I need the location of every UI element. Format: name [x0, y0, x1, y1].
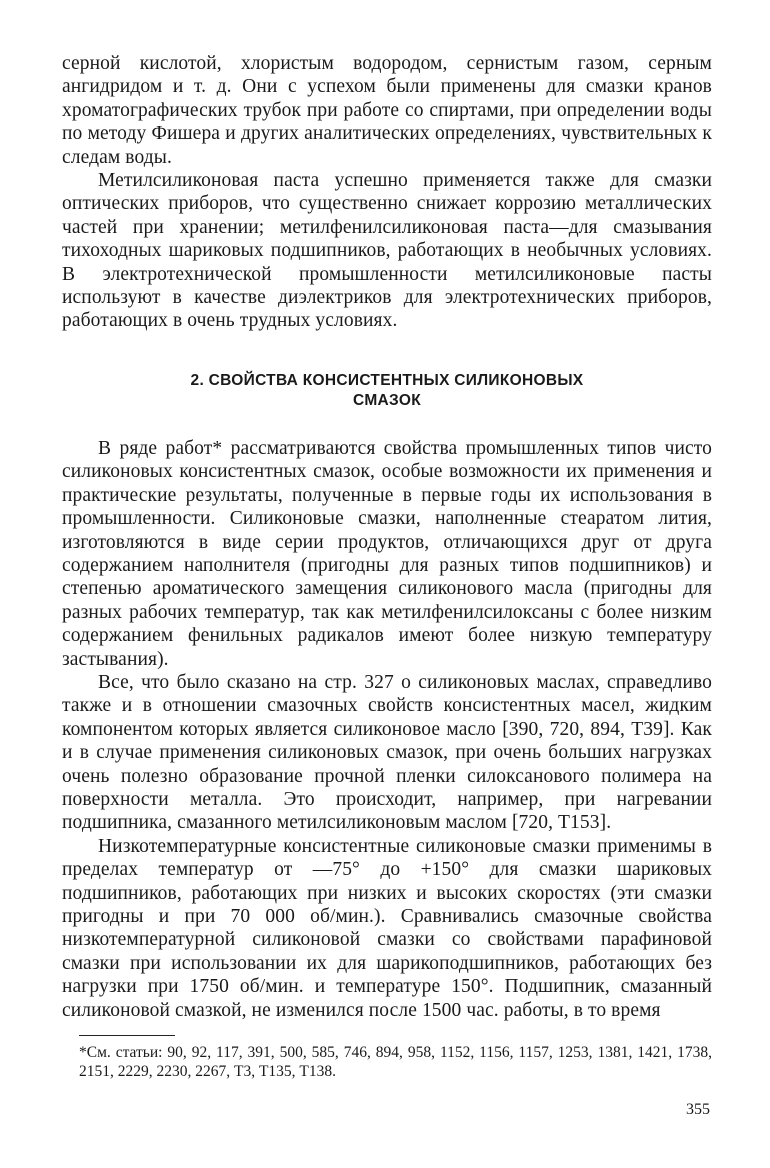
- footnote-rule: [79, 1035, 175, 1036]
- paragraph-4: Все, что было сказано на стр. 327 о силиконовых маслах, справедливо также и в отношении смазочных свойств консистентных масел, жидким компонентом которых является силиконовое масло [390, 720, 894, Т39]. Как и в случае применения силиконовых смазок, при очень больших нагрузках очень полезно образование прочной пленки силоксанового полимера на поверхности металла. Это происходит, например, при нагревании подшипника, смазанного метилсиликоновым маслом [720, Т153].: [62, 671, 712, 834]
- section-heading-line-2: СМАЗОК: [353, 391, 421, 409]
- paragraph-1: серной кислотой, хлористым водородом, сернистым газом, серным ангидридом и т. д. Они с успехом были применены для смазки кранов хроматографических трубок при работе со спиртами, при определении воды по методу Фишера и других аналитических определениях, чувствительных к следам воды.: [62, 53, 712, 168]
- section-heading: [62, 371, 712, 411]
- paragraph-5: Низкотемпературные консистентные силиконовые смазки применимы в пределах температур от —75° до +150° для смазки шариковых подшипников, работающих при низких и высоких скоростях (эти смазки пригодны и при 70 000 об/мин.). Сравнивались смазочные свойства низкотемпературной силиконовой смазки со свойствами парафиновой смазки при использовании их для шарикоподшипников, работающих без нагрузки при 1750 об/мин. и температуре 150°. Подшипник, смазанный силиконовой смазкой, не изменился после 1500 час. работы, в то время: [62, 835, 712, 1021]
- page-number: 355: [686, 1101, 710, 1118]
- paragraph-2: Метилсиликоновая паста успешно применяется также для смазки оптических приборов, что существенно снижает коррозию металлических частей при хранении; метилфенилсиликоновая паста—для смазывания тихоходных шариковых подшипников, работающих в необычных условиях. В электротехнической промышленности метилсиликоновые пасты используют в качестве диэлектриков для электротехнических приборов, работающих в очень трудных условиях.: [62, 170, 712, 332]
- page-body: [62, 52, 712, 1022]
- section-heading-line-1: 2. СВОЙСТВА КОНСИСТЕНТНЫХ СИЛИКОНОВЫХ: [190, 371, 584, 389]
- paragraph-3: В ряде работ* рассматриваются свойства промышленных типов чисто силиконовых консистентных смазок, особые возможности их применения и практические результаты, полученные в первые годы их использования в промышленности. Силиконовые смазки, наполненные стеаратом лития, изготовляются в виде серии продуктов, отличающихся друг от друга содержанием наполнителя (пригодны для разных типов подшипников) и степенью ароматического замещения силиконового масла (пригодны для разных рабочих температур, так как метилфенилсилоксаны с более низким содержанием фенильных радикалов имеют более низкую температуру застывания).: [62, 437, 712, 670]
- footnote: *См. статьи: 90, 92, 117, 391, 500, 585, 746, 894, 958, 1152, 1156, 1157, 1253, 1381, 1421, 1738, 2151, 2229, 2230, 2267, Т3, Т135, Т138.: [79, 1044, 712, 1080]
